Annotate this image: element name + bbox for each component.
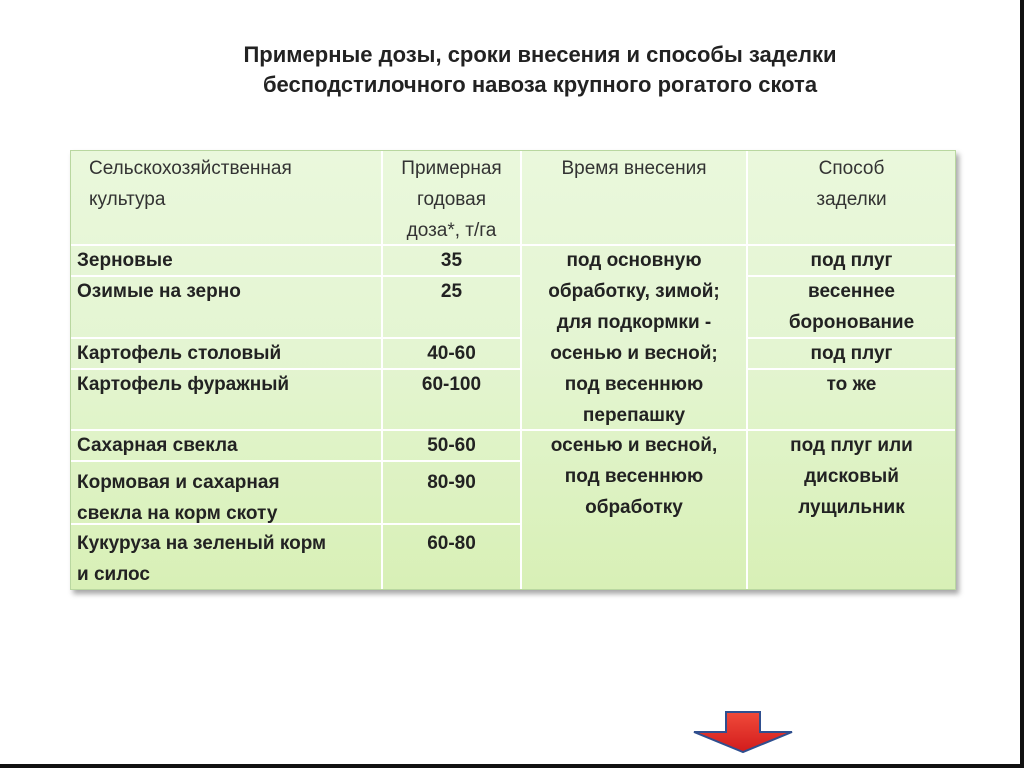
- method-cell: под плуг: [810, 343, 893, 364]
- crop-cell: Картофель столовый: [77, 343, 282, 364]
- header-time: Время внесения: [561, 158, 707, 179]
- dose-cell: 40-60: [427, 343, 476, 364]
- dose-cell: 35: [440, 250, 463, 271]
- crop-cell: Сахарная свекла: [77, 435, 238, 456]
- method-cell: под плуг или дисковый лущильник: [790, 435, 913, 518]
- crop-cell: Озимые на зерно: [77, 281, 241, 302]
- crop-cell: Кормовая и сахарная свекла на корм скоту: [77, 472, 280, 524]
- time-cell: осенью и весной, под весеннюю обработку: [550, 435, 718, 518]
- dose-cell: 80-90: [427, 472, 476, 493]
- crop-cell: Зерновые: [77, 250, 173, 271]
- method-cell: под плуг: [810, 250, 893, 271]
- header-crop: Сельскохозяйственная культура: [89, 158, 292, 210]
- header-dose: Примерная годовая доза*, т/га: [401, 158, 502, 241]
- dose-cell: 60-80: [427, 533, 476, 554]
- dose-cell: 60-100: [421, 374, 482, 395]
- dose-cell: 25: [440, 281, 463, 302]
- crop-cell: Кукуруза на зеленый корм и силос: [77, 533, 327, 585]
- header-method: Способ заделки: [816, 158, 887, 210]
- method-cell: весеннее боронование: [788, 281, 915, 333]
- title-line-2: бесподстилочного навоза крупного рогатого скота: [262, 72, 818, 97]
- title-line-1: Примерные дозы, сроки внесения и способы заделки: [243, 42, 837, 67]
- crop-cell: Картофель фуражный: [77, 374, 290, 395]
- method-cell: то же: [826, 374, 877, 395]
- manure-table: [70, 150, 956, 590]
- slide-title: [150, 40, 930, 100]
- dose-cell: 50-60: [427, 435, 476, 456]
- down-arrow-icon[interactable]: [690, 710, 796, 759]
- time-cell: под основную обработку, зимой; для подкормки - осенью и весной; под весеннюю перепашку: [548, 250, 720, 426]
